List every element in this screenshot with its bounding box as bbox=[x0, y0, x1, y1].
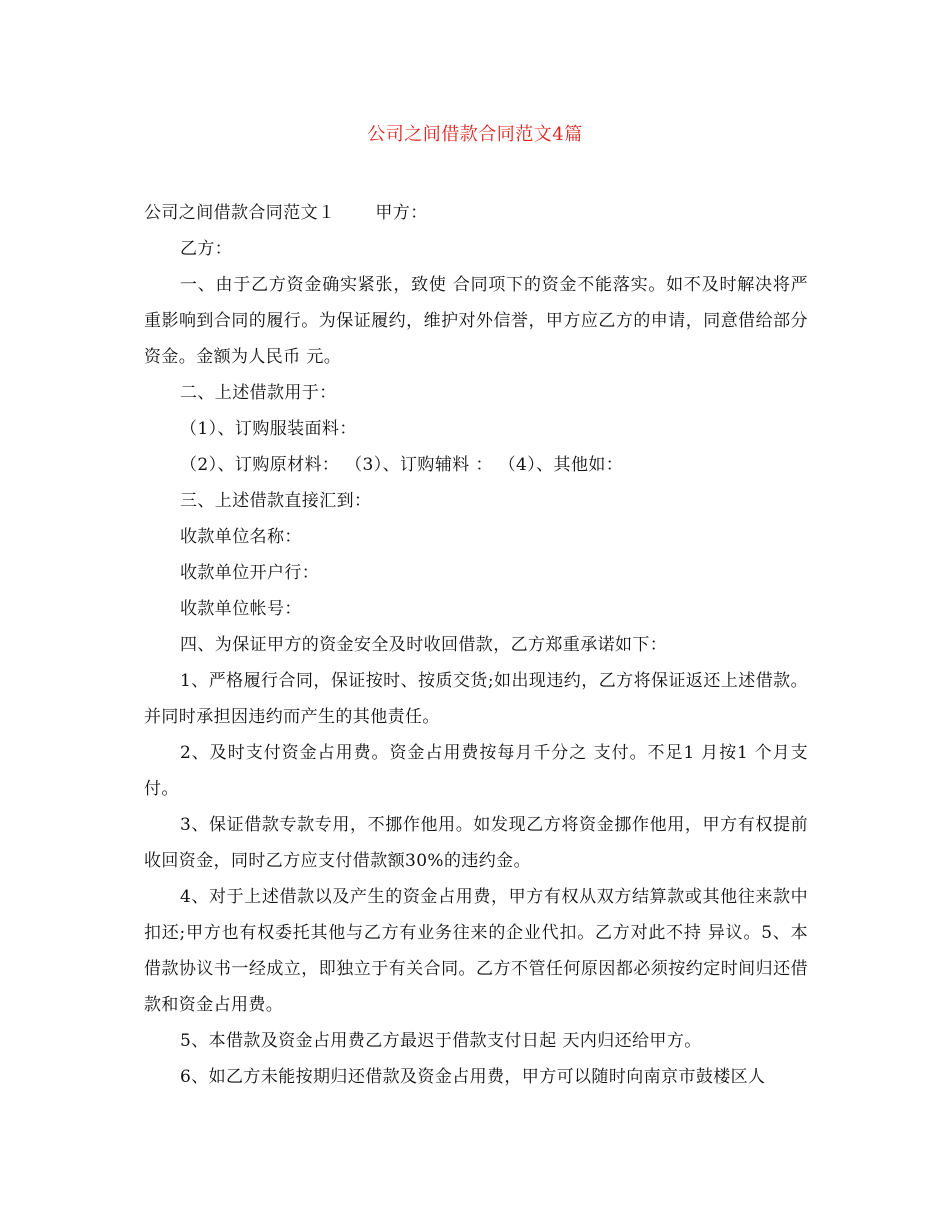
paragraph-promise-2: 2、及时支付资金占用费。资金占用费按每月千分之 支付。不足1 月按1 个月支付。 bbox=[144, 743, 808, 799]
paragraph-payee-name: 收款单位名称： bbox=[180, 527, 302, 547]
contract-heading: 公司之间借款合同范文１ bbox=[144, 203, 336, 223]
paragraph-promise-4: 4、对于上述借款以及产生的资金占用费，甲方有权从双方结算款或其他往来款中扣还;甲方也有权委托其他与乙方有业务往来的企业代扣。乙方对此不持 异议。5、本借款协议书一经成立，即独立于有关合同。乙方不管任何原因都必须按约定时间归还借款和资金占用费。 bbox=[144, 887, 808, 1015]
party-a-label: 甲方： bbox=[375, 203, 428, 223]
document-body bbox=[144, 195, 808, 1095]
paragraph-promise-5: 5、本借款及资金占用费乙方最迟于借款支付日起 天内归还给甲方。 bbox=[180, 1031, 702, 1051]
paragraph-use-1: （1）、订购服装面料： bbox=[180, 419, 357, 439]
paragraph-use-2-4: （2）、订购原材料： （3）、订购辅料 ： （4）、其他如： bbox=[180, 455, 624, 475]
paragraph-promise-6: 6、如乙方未能按期归还借款及资金占用费，甲方可以随时向南京市鼓楼区人 bbox=[180, 1067, 766, 1087]
paragraph-party-b: 乙方： bbox=[180, 239, 233, 259]
paragraph-clause-3: 三、上述借款直接汇到： bbox=[180, 491, 372, 511]
paragraph-clause-4: 四、为保证甲方的资金安全及时收回借款，乙方郑重承诺如下： bbox=[180, 635, 668, 655]
paragraph-clause-2: 二、上述借款用于： bbox=[180, 383, 337, 403]
paragraph-payee-bank: 收款单位开户行： bbox=[180, 563, 320, 583]
paragraph-promise-1: 1、严格履行合同，保证按时、按质交货;如出现违约，乙方将保证返还上述借款。并同时承担因违约而产生的其他责任。 bbox=[144, 671, 808, 727]
paragraph-payee-account: 收款单位帐号： bbox=[180, 599, 302, 619]
document-title: 公司之间借款合同范文4篇 bbox=[367, 124, 583, 145]
first-line bbox=[144, 195, 808, 231]
paragraph-clause-1: 一、由于乙方资金确实紧张，致使 合同项下的资金不能落实。如不及时解决将严重影响到合同的履行。为保证履约，维护对外信誉，甲方应乙方的申请，同意借给部分资金。金额为人民币 元。 bbox=[144, 275, 808, 367]
paragraph-promise-3: 3、保证借款专款专用，不挪作他用。如发现乙方将资金挪作他用，甲方有权提前收回资金，同时乙方应支付借款额30%的违约金。 bbox=[144, 815, 808, 871]
